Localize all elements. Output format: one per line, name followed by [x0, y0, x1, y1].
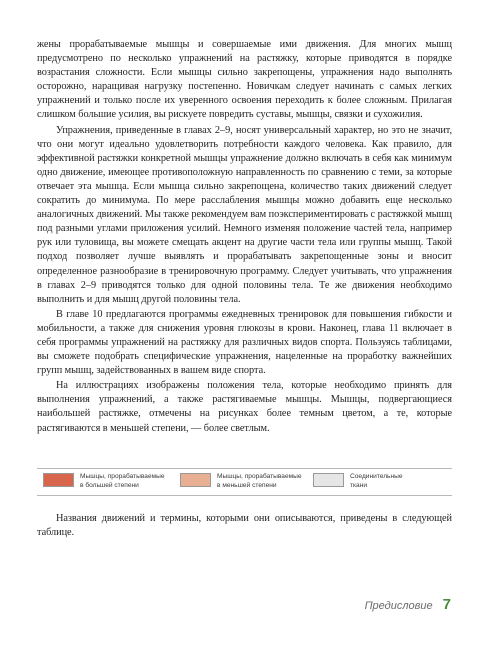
paragraph-2: Упражнения, приведенные в главах 2–9, носят универсальный характер, но это не значит, что они могут идеально удовлетворить потребности каждого человека. Как правило, для эффективной растяжки конкретной мышцы упражнение должно включать в себя как минимум одно движение, имеющее противоположную направленность по сравнению с теми, за которые отвечает эта мышца. Если мышца сильно закрепощена, количество таких движений следует сократить до минимума. По мере расслабления мышцы можно добавить еще несколько аналогичных движений. Мы также рекомендуем вам поэкспериментировать с растяжкой мышц под разными углами приложения усилий. Немного изменяя положение частей тела, например рук или туловища, вы можете смещать акцент на другие части тела или группы мышц. Такой подход позволяет лучше выявлять и прорабатывать закрепощенные зоны и вносит определенное разнообразие в тренировочную программу. Следует учитывать, что упражнения в главах 2–9 приводятся только для одной половины тела. Те же движения необходимо выполнить и для мышц другой половины тела.: [37, 124, 452, 305]
swatch-major: [43, 473, 74, 487]
closing-text: [37, 512, 452, 540]
paragraph-4: На иллюстрациях изображены положения тела, которые необходимо принять для выполнения упражнений, а также растягиваемые мышцы. Мышцы, подвергающиеся наибольшей растяжке, отмечены на рисунках более темным цветом, а те, которые растягиваются в меньшей степени, — более светлым.: [37, 380, 452, 434]
page-number: 7: [442, 596, 451, 613]
legend-label-major: Мышцы, прорабатываемые в большей степени: [80, 473, 165, 489]
paragraph-1: жены прорабатываемые мышцы и совершаемые ими движения. Для многих мышц предусмотрено по несколько упражнений на растяжку, которые приводятся в порядке возрастания сложности. Если мышцы сильно закрепощены, упражнения надо выполнять осторожно, наращивая нагрузку постепенно. Новичкам следует начинать с самых легких упражнений и только после их уверенного освоения переходить к более сложным. Прилагая слишком большие усилия, вы рискуете повредить суставы, мышцы, связки и сухожилия.: [37, 39, 452, 121]
legend-item-minor: [180, 473, 302, 490]
color-legend: [37, 468, 452, 496]
page-footer: [365, 596, 451, 613]
legend-label-connective: Соединительные ткани: [350, 473, 403, 489]
legend-item-connective: [313, 473, 403, 490]
legend-label-minor: Мышцы, прорабатываемые в меньшей степени: [217, 473, 302, 489]
legend-item-major: [43, 473, 165, 490]
paragraph-3: В главе 10 предлагаются программы ежедневных тренировок для повышения гибкости и мобильности, а также для снижения уровня глюкозы в крови. Наконец, глава 11 включает в себя программы упражнений на растяжку для различных видов спорта. Пользуясь таблицами, вы сможете подобрать специфические упражнения, нацеленные на проработку важнейших групп мышц, задействованных в вашем виде спорта.: [37, 308, 452, 377]
body-text: [37, 38, 452, 436]
swatch-connective: [313, 473, 344, 487]
section-title: Предисловие: [364, 600, 433, 612]
closing-paragraph: Названия движений и термины, которыми они описываются, приведены в следующей таблице.: [37, 513, 452, 539]
swatch-minor: [180, 473, 211, 487]
